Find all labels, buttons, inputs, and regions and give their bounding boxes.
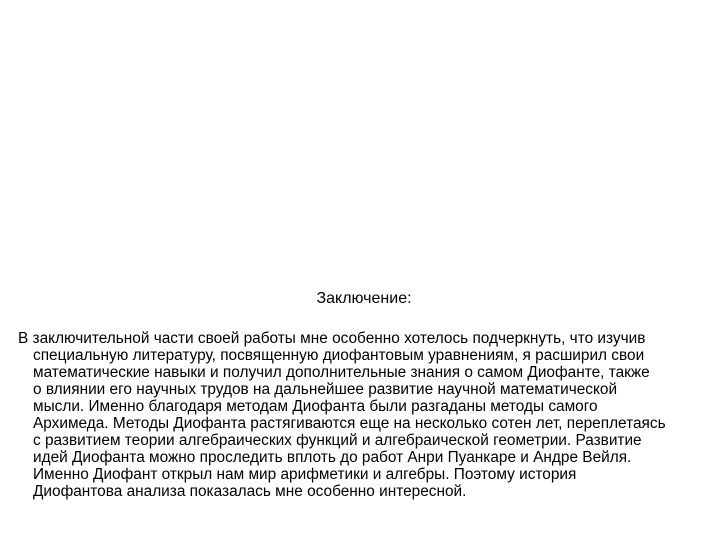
- paragraph-line: о влиянии его научных трудов на дальнейшее развитие научной математической: [33, 381, 618, 398]
- paragraph-line: математические навыки и получил дополнительные знания о самом Диофанте, также: [33, 364, 650, 381]
- paragraph-line: с развитием теории алгебраических функций и алгебраической геометрии. Развитие: [33, 432, 642, 449]
- conclusion-paragraph: [18, 330, 712, 500]
- paragraph-line: В заключительной части своей работы мне особенно хотелось подчеркнуть, что изучив: [18, 330, 646, 347]
- paragraph-line: специальную литературу, посвященную диофантовым уравнениям, я расширил свои: [33, 347, 645, 364]
- paragraph-line: Именно Диофант открыл нам мир арифметики и алгебры. Поэтому история: [33, 466, 577, 483]
- slide-title: Заключение:: [316, 290, 412, 307]
- paragraph-line: Архимеда. Методы Диофанта растягиваются еще на несколько сотен лет, переплетаясь: [33, 415, 666, 432]
- paragraph-line: идей Диофанта можно проследить вплоть до работ Анри Пуанкаре и Андре Вейля.: [33, 449, 632, 466]
- paragraph-line: Диофантова анализа показалась мне особенно интересной.: [33, 483, 467, 500]
- paragraph-line: мысли. Именно благодаря методам Диофанта были разгаданы методы самого: [33, 398, 598, 415]
